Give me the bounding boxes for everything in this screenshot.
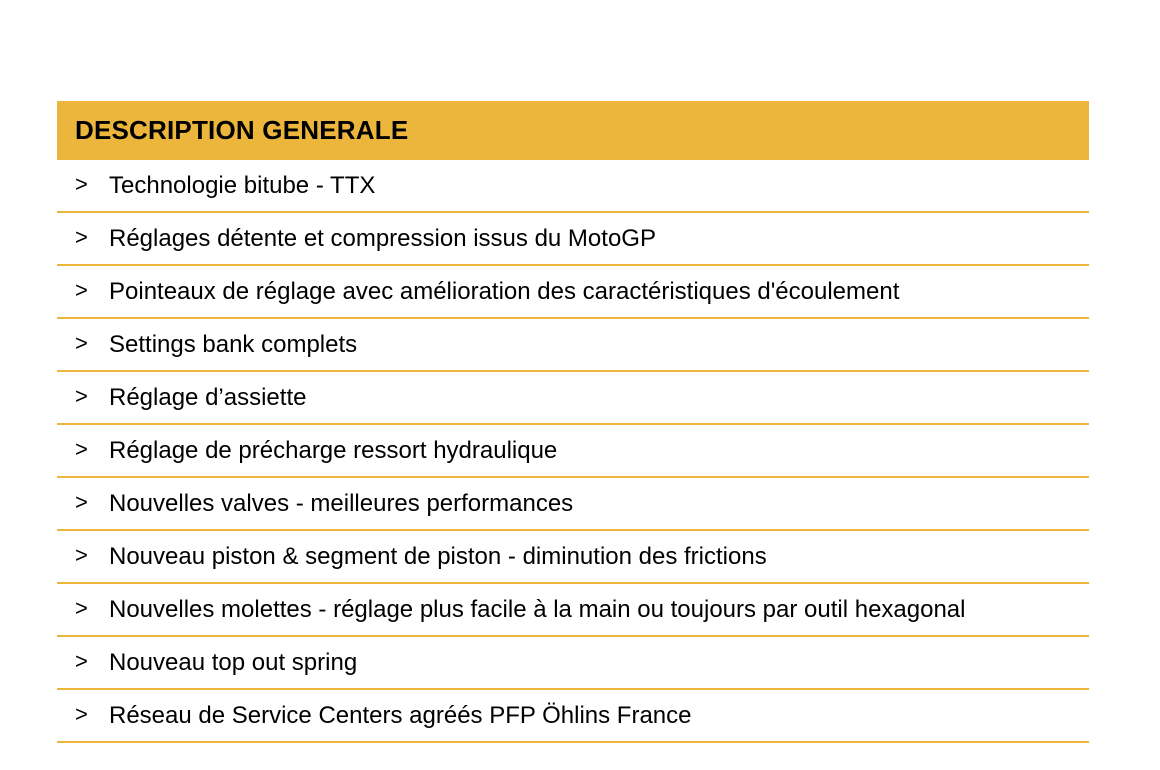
panel-header — [57, 101, 1089, 160]
chevron-right-icon: > — [75, 171, 88, 197]
list-item — [57, 531, 1089, 584]
list-item — [57, 266, 1089, 319]
list-item — [57, 584, 1089, 637]
chevron-right-icon: > — [75, 383, 88, 409]
description-panel — [57, 101, 1089, 743]
list-item-label: Réglages détente et compression issus du MotoGP — [109, 224, 656, 252]
chevron-right-icon: > — [75, 330, 88, 356]
list-item-label: Technologie bitube - TTX — [109, 171, 376, 199]
list-item-label: Pointeaux de réglage avec amélioration des caractéristiques d'écoulement — [109, 277, 900, 305]
feature-list — [57, 160, 1089, 743]
chevron-right-icon: > — [75, 648, 88, 674]
list-item-label: Nouvelles molettes - réglage plus facile à la main ou toujours par outil hexagonal — [109, 595, 966, 623]
list-item-label: Réglage de précharge ressort hydraulique — [109, 436, 558, 464]
list-item — [57, 213, 1089, 266]
panel-title: DESCRIPTION GENERALE — [75, 115, 409, 145]
list-item-label: Settings bank complets — [109, 330, 358, 358]
list-item — [57, 160, 1089, 213]
list-item-label: Nouveau top out spring — [109, 648, 358, 676]
chevron-right-icon: > — [75, 277, 88, 303]
chevron-right-icon: > — [75, 224, 88, 250]
list-item-label: Réseau de Service Centers agréés PFP Öhlins France — [109, 701, 692, 729]
list-item-label: Nouveau piston & segment de piston - diminution des frictions — [109, 542, 767, 570]
chevron-right-icon: > — [75, 701, 88, 727]
chevron-right-icon: > — [75, 436, 88, 462]
list-item — [57, 478, 1089, 531]
list-item — [57, 637, 1089, 690]
chevron-right-icon: > — [75, 595, 88, 621]
chevron-right-icon: > — [75, 542, 88, 568]
list-item — [57, 425, 1089, 478]
list-item-label: Nouvelles valves - meilleures performances — [109, 489, 574, 517]
list-item — [57, 319, 1089, 372]
list-item-label: Réglage d’assiette — [109, 383, 307, 411]
list-item — [57, 690, 1089, 743]
list-item — [57, 372, 1089, 425]
chevron-right-icon: > — [75, 489, 88, 515]
